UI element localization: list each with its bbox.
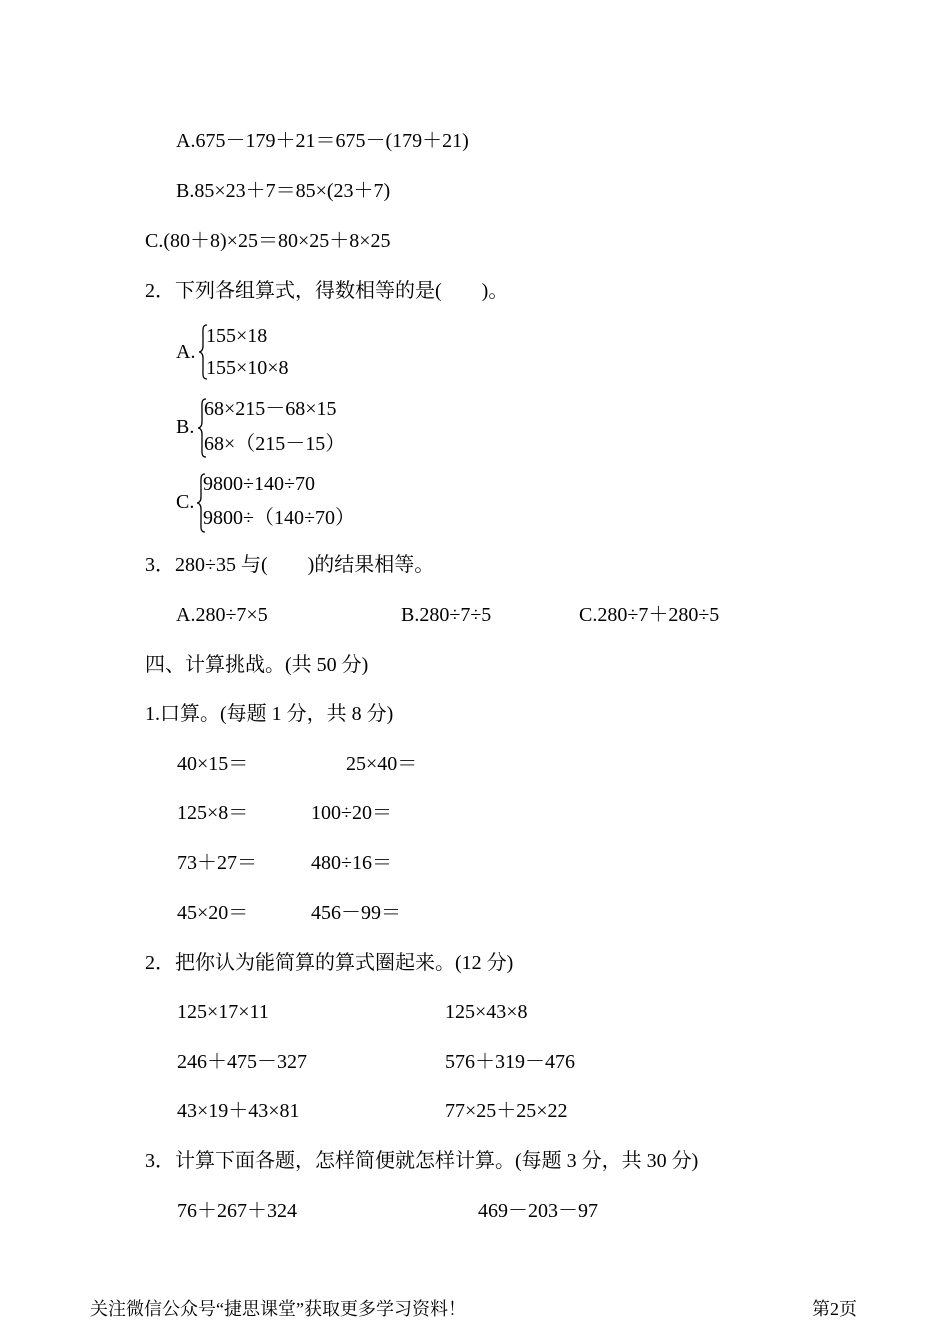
q1-option-a: A.675－179＋21＝675－(179＋21) [176,130,469,152]
q3-option-b: B.280÷7÷5 [401,604,492,626]
expression-item: 125×17×11 [177,1001,269,1023]
expression-item: 43×19＋43×81 [177,1100,300,1122]
q2-option-b-row-1: 68×215－68×15 [204,398,337,420]
oral-item: 25×40＝ [346,753,418,775]
q3-option-c: C.280÷7＋280÷5 [579,604,720,626]
section4-title: 四、计算挑战。(共 50 分) [145,654,369,676]
q2-option-c-label: C. [176,491,195,513]
calc-item: 76＋267＋324 [177,1200,297,1222]
page-number: 第2页 [812,1299,857,1319]
section4-part3-title: 3．计算下面各题，怎样简便就怎样计算。(每题 3 分，共 30 分) [145,1150,699,1172]
q2-option-c-row-1: 9800÷140÷70 [203,473,315,495]
q2-option-a [176,322,426,382]
q3-stem: 3．280÷35 与( )的结果相等。 [145,554,435,576]
q2-stem: 2．下列各组算式，得数相等的是( )。 [145,280,509,302]
q2-option-a-row-1: 155×18 [206,325,268,347]
q2-option-b [176,395,476,461]
section4-part2-title: 2．把你认为能简算的算式圈起来。(12 分) [145,952,514,974]
q3-option-a: A.280÷7×5 [176,604,268,626]
oral-item: 73＋27＝ [177,852,257,874]
q2-option-c-row-2: 9800÷（140÷70） [203,507,355,529]
section4-part1-title: 1.口算。(每题 1 分，共 8 分) [145,703,394,725]
expression-item: 576＋319－476 [445,1051,575,1073]
calc-item: 469－203－97 [478,1200,598,1222]
oral-item: 456－99＝ [311,902,401,924]
footer-note: 关注微信公众号“捷思课堂”获取更多学习资料！ [90,1299,466,1319]
q2-option-a-label: A. [176,341,196,363]
q2-option-a-row-2: 155×10×8 [206,357,289,379]
q1-option-b: B.85×23＋7＝85×(23＋7) [176,180,391,202]
oral-item: 125×8＝ [177,802,249,824]
expression-item: 125×43×8 [445,1001,528,1023]
q2-option-b-row-2: 68×（215－15） [204,433,346,455]
expression-item: 77×25＋25×22 [445,1100,568,1122]
oral-item: 480÷16＝ [311,852,392,874]
oral-item: 40×15＝ [177,753,249,775]
oral-item: 100÷20＝ [311,802,392,824]
expression-item: 246＋475－327 [177,1051,307,1073]
q2-option-b-label: B. [176,416,195,438]
oral-item: 45×20＝ [177,902,249,924]
q2-option-c [176,470,476,536]
q1-option-c: C.(80＋8)×25＝80×25＋8×25 [145,230,391,252]
